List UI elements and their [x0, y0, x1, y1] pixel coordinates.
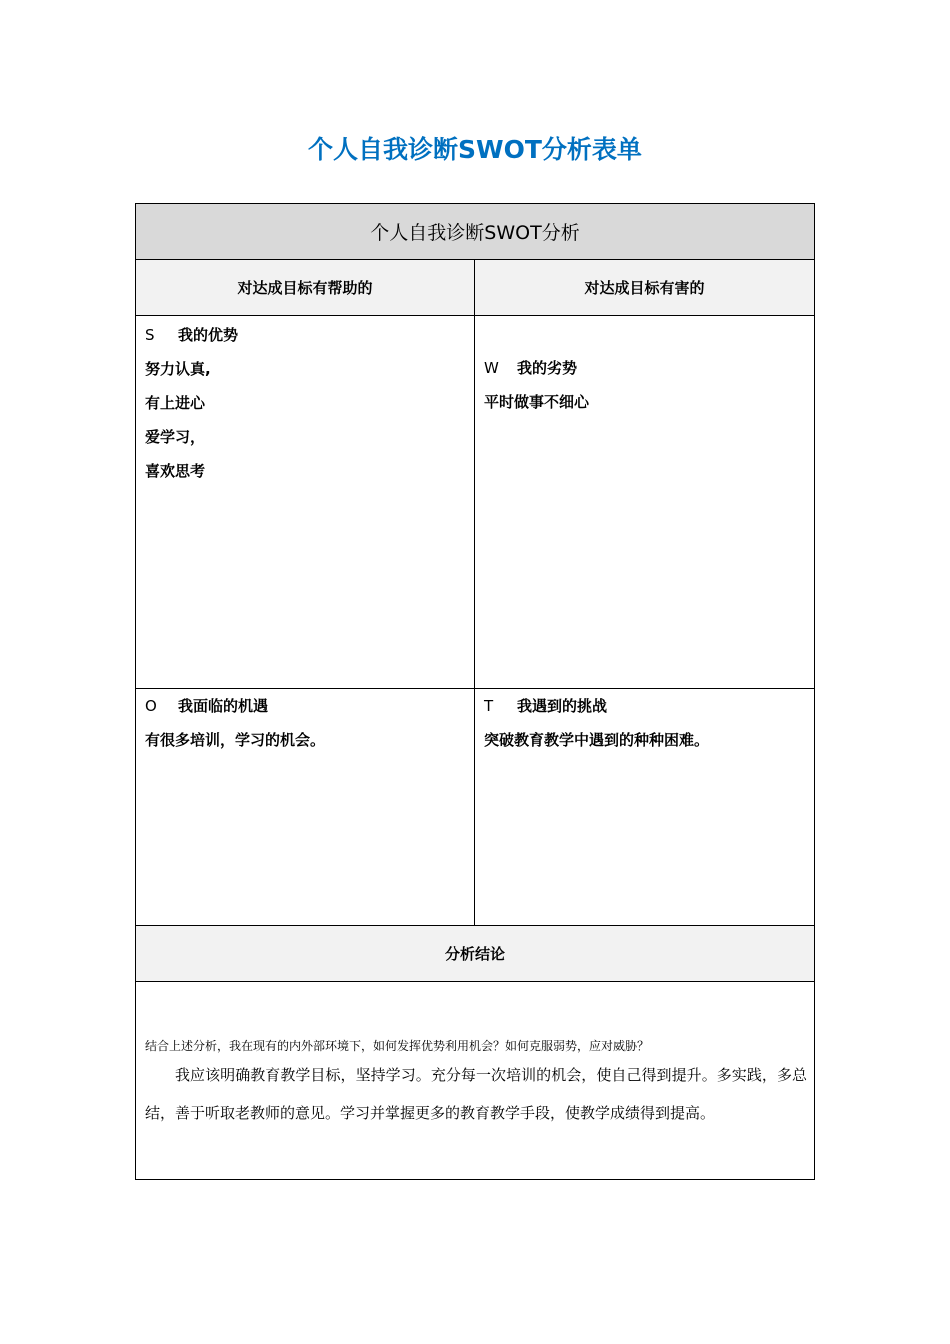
swot-table: [135, 203, 815, 1180]
weaknesses-cell: [475, 316, 814, 689]
weaknesses-title: 我的劣势: [517, 359, 578, 377]
strength-item: 爱学习，: [145, 428, 206, 446]
conclusion-answer: 我应该明确教育教学目标，坚持学习。充分每一次培训的机会，使自己得到提升。多实践，多总结，善于听取老教师的意见。学习并掌握更多的教育教学手段，使教学成绩得到提高。: [145, 1066, 807, 1122]
opportunities-letter: O: [145, 697, 157, 715]
opportunities-title: 我面临的机遇: [178, 697, 269, 715]
strengths-title: 我的优势: [178, 326, 239, 344]
opportunities-cell: [136, 689, 475, 926]
strength-item: 努力认真,: [145, 360, 211, 378]
helpful-column-label: 对达成目标有帮助的: [136, 260, 475, 316]
conclusion-header: 分析结论: [136, 926, 814, 982]
harmful-column-label: 对达成目标有害的: [475, 260, 814, 316]
threats-cell: [475, 689, 814, 926]
weaknesses-letter: W: [484, 359, 499, 377]
threats-heading: [484, 689, 814, 723]
strengths-letter: S: [145, 326, 155, 344]
threats-letter: T: [484, 697, 494, 715]
conclusion-question: 结合上述分析，我在现有的内外部环境下，如何发挥优势利用机会？如何克服弱势，应对威胁？: [145, 1039, 650, 1053]
table-header: 个人自我诊断SWOT分析: [136, 204, 814, 260]
opportunities-heading: [145, 689, 474, 723]
threat-item: 突破教育教学中遇到的种种困难。: [484, 731, 710, 749]
document-title: 个人自我诊断SWOT分析表单: [308, 135, 642, 164]
threats-title: 我遇到的挑战: [517, 697, 608, 715]
opportunity-item: 有很多培训，学习的机会。: [145, 731, 326, 749]
strengths-cell: [136, 316, 475, 689]
weaknesses-heading: [484, 351, 814, 385]
conclusion-body: [136, 982, 814, 1179]
strengths-heading: [145, 318, 474, 352]
strength-item: 喜欢思考: [145, 462, 206, 480]
strength-item: 有上进心: [145, 394, 206, 412]
weakness-item: 平时做事不细心: [484, 393, 590, 411]
